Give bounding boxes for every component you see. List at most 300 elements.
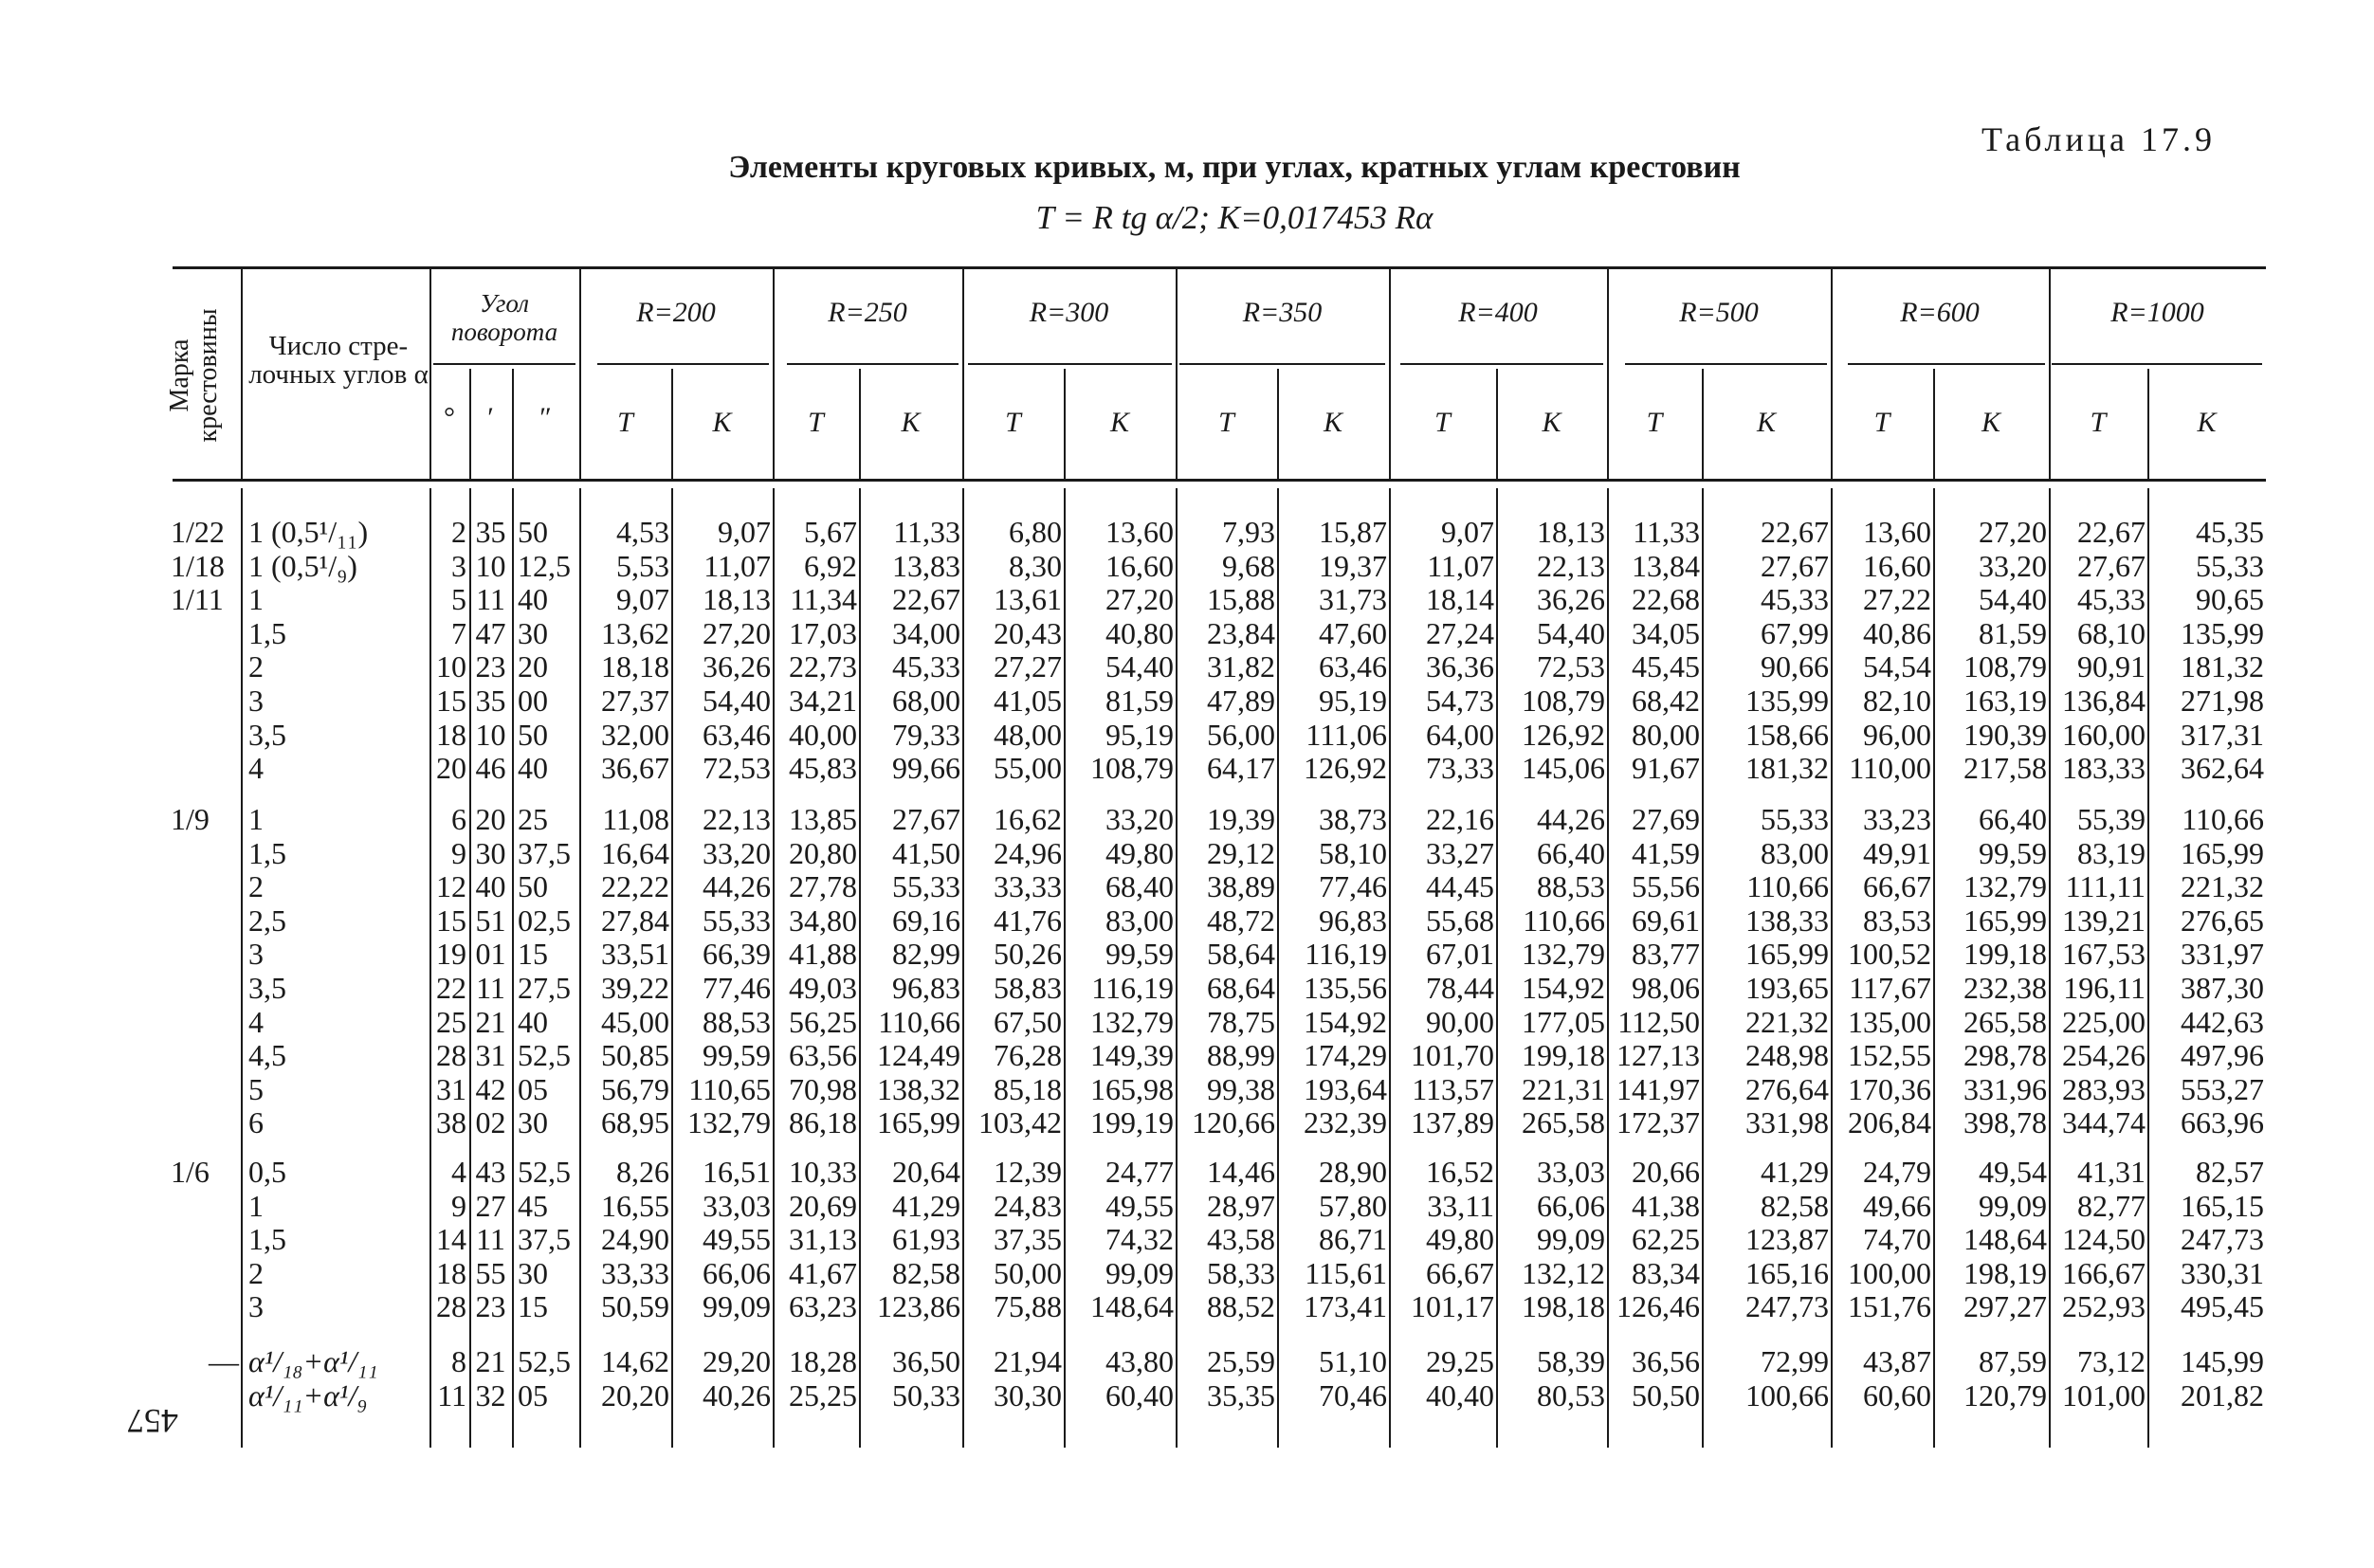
- t-value-cell: 27,37: [601, 684, 669, 718]
- k-value-cell: 68,00: [892, 684, 960, 718]
- k-value-cell: 27,20: [1105, 582, 1174, 617]
- t-value-cell: 83,53: [1863, 903, 1931, 938]
- k-value-cell: 298,78: [1963, 1038, 2047, 1073]
- t-value-cell: 100,00: [1848, 1255, 1931, 1290]
- k-value-cell: 22,13: [703, 802, 771, 836]
- k-value-cell: 181,32: [2181, 649, 2264, 684]
- k-value-cell: 331,97: [2181, 937, 2264, 972]
- t-value-cell: 49,91: [1863, 835, 1931, 870]
- t-value-cell: 152,55: [1848, 1038, 1931, 1073]
- angle-cell: 01: [475, 937, 506, 972]
- k-value-cell: 33,03: [1537, 1155, 1605, 1189]
- t-value-cell: 135,00: [1848, 1004, 1931, 1039]
- k-value-cell: 18,13: [703, 582, 771, 617]
- k-value-cell: 145,99: [2181, 1344, 2264, 1378]
- t-value-cell: 11,07: [1427, 548, 1494, 583]
- angle-cell: 46: [475, 751, 506, 786]
- t-value-cell: 110,00: [1849, 751, 1931, 786]
- angle-cell: 18: [436, 717, 466, 752]
- angle-cell: 52,5: [518, 1038, 571, 1073]
- k-value-cell: 74,32: [1105, 1222, 1174, 1257]
- t-value-cell: 36,36: [1426, 649, 1494, 684]
- t-value-cell: 83,77: [1632, 937, 1700, 972]
- t-value-cell: 50,85: [601, 1038, 669, 1073]
- angle-cell: 00: [518, 684, 548, 718]
- angle-cell: 28: [436, 1289, 466, 1324]
- t-value-cell: 25,59: [1207, 1344, 1275, 1378]
- angle-cell: 42: [475, 1071, 506, 1106]
- k-value-cell: 44,26: [1537, 802, 1605, 836]
- k-value-cell: 193,64: [1304, 1071, 1387, 1106]
- t-value-cell: 22,73: [789, 649, 857, 684]
- k-value-cell: 55,33: [2196, 548, 2264, 583]
- t-value-cell: 18,14: [1426, 582, 1494, 617]
- k-value-cell: 116,19: [1305, 937, 1387, 972]
- t-value-cell: 22,68: [1632, 582, 1700, 617]
- t-value-cell: 20,20: [601, 1377, 669, 1413]
- t-value-cell: 4,53: [616, 515, 669, 549]
- k-value-cell: 13,60: [1105, 515, 1174, 549]
- t-value-cell: 172,37: [1616, 1105, 1700, 1140]
- k-value-cell: 201,82: [2181, 1377, 2264, 1413]
- count-cell: 3: [248, 684, 264, 718]
- t-value-cell: 5,67: [804, 515, 857, 549]
- k-value-cell: 33,20: [703, 835, 771, 870]
- k-value-cell: 81,59: [1979, 615, 2047, 650]
- column-rule: [241, 266, 243, 479]
- t-value-cell: 73,33: [1426, 751, 1494, 786]
- k-value-cell: 16,51: [703, 1155, 771, 1189]
- angle-cell: 15: [436, 684, 466, 718]
- t-value-cell: 90,91: [2077, 649, 2146, 684]
- angle-cell: 21: [475, 1004, 506, 1039]
- t-value-cell: 58,83: [994, 971, 1062, 1005]
- minute-header: ′: [487, 402, 494, 433]
- count-cell: 3,5: [248, 717, 286, 752]
- t-value-cell: 225,00: [2062, 1004, 2146, 1039]
- t-value-cell: 27,78: [789, 869, 857, 904]
- radius-header: R=400: [1458, 297, 1538, 328]
- t-value-cell: 36,56: [1632, 1344, 1700, 1378]
- t-value-cell: 50,59: [601, 1289, 669, 1324]
- angle-cell: 55: [475, 1255, 506, 1290]
- t-value-cell: 252,93: [2062, 1289, 2146, 1324]
- k-value-cell: 110,66: [2182, 802, 2264, 836]
- t-value-cell: 58,64: [1207, 937, 1275, 972]
- k-value-cell: 33,20: [1979, 548, 2047, 583]
- t-value-cell: 73,12: [2077, 1344, 2146, 1378]
- k-value-cell: 165,99: [2181, 835, 2264, 870]
- count-cell: 3: [248, 937, 264, 972]
- t-value-cell: 68,42: [1632, 684, 1700, 718]
- k-value-cell: 87,59: [1979, 1344, 2047, 1378]
- header-bottom-rule: [173, 479, 2266, 482]
- k-value-cell: 100,66: [1745, 1377, 1829, 1413]
- count-cell: 2: [248, 1255, 264, 1290]
- t-value-cell: 91,67: [1632, 751, 1700, 786]
- angle-cell: 40: [475, 869, 506, 904]
- angle-cell: 14: [436, 1222, 466, 1257]
- t-value-cell: 82,77: [2077, 1188, 2146, 1223]
- k-value-cell: 198,19: [1963, 1255, 2047, 1290]
- k-value-cell: 165,98: [1090, 1071, 1174, 1106]
- k-header: K: [1323, 407, 1342, 438]
- t-value-cell: 33,23: [1863, 802, 1931, 836]
- t-value-cell: 139,21: [2062, 903, 2146, 938]
- t-value-cell: 67,50: [994, 1004, 1062, 1039]
- t-value-cell: 41,31: [2077, 1155, 2146, 1189]
- t-value-cell: 68,64: [1207, 971, 1275, 1005]
- k-header: K: [901, 407, 921, 438]
- k-value-cell: 88,53: [703, 1004, 771, 1039]
- t-value-cell: 6,80: [1009, 515, 1062, 549]
- k-value-cell: 138,32: [877, 1071, 960, 1106]
- k-value-cell: 27,20: [1979, 515, 2047, 549]
- radius-header: R=250: [828, 297, 907, 328]
- t-value-cell: 27,24: [1426, 615, 1494, 650]
- k-value-cell: 41,29: [1761, 1155, 1829, 1189]
- k-value-cell: 40,80: [1105, 615, 1174, 650]
- k-value-cell: 18,13: [1537, 515, 1605, 549]
- k-value-cell: 199,18: [1963, 937, 2047, 972]
- k-value-cell: 16,60: [1105, 548, 1174, 583]
- k-value-cell: 47,60: [1319, 615, 1387, 650]
- t-value-cell: 5,53: [616, 548, 669, 583]
- t-value-cell: 27,69: [1632, 802, 1700, 836]
- t-value-cell: 117,67: [1849, 971, 1931, 1005]
- k-value-cell: 11,07: [703, 548, 771, 583]
- count-cell: 2: [248, 869, 264, 904]
- t-value-cell: 16,55: [601, 1188, 669, 1223]
- k-value-cell: 190,39: [1963, 717, 2047, 752]
- t-value-cell: 136,84: [2062, 684, 2146, 718]
- subheader-rule: [1400, 363, 1603, 365]
- k-value-cell: 82,58: [1761, 1188, 1829, 1223]
- k-value-cell: 135,99: [1745, 684, 1829, 718]
- angle-cell: 31: [475, 1038, 506, 1073]
- k-value-cell: 27,20: [703, 615, 771, 650]
- angle-cell: 30: [475, 835, 506, 870]
- t-value-cell: 111,11: [2065, 869, 2146, 904]
- angle-cell: 20: [436, 751, 466, 786]
- angle-cell: 43: [475, 1155, 506, 1189]
- k-value-cell: 148,64: [1963, 1222, 2047, 1257]
- angle-cell: 11: [476, 971, 505, 1005]
- k-value-cell: 124,49: [877, 1038, 960, 1073]
- t-value-cell: 82,10: [1863, 684, 1931, 718]
- t-value-cell: 20,80: [789, 835, 857, 870]
- k-value-cell: 72,53: [1537, 649, 1605, 684]
- angle-cell: 8: [451, 1344, 466, 1378]
- k-value-cell: 271,98: [2181, 684, 2264, 718]
- k-value-cell: 80,53: [1537, 1377, 1605, 1413]
- t-value-cell: 13,60: [1863, 515, 1931, 549]
- t-value-cell: 58,33: [1207, 1255, 1275, 1290]
- t-value-cell: 8,30: [1009, 548, 1062, 583]
- t-value-cell: 24,90: [601, 1222, 669, 1257]
- subheader-rule: [433, 363, 575, 365]
- angle-cell: 11: [437, 1377, 466, 1413]
- page-number: 457: [127, 1402, 178, 1440]
- k-value-cell: 81,59: [1105, 684, 1174, 718]
- t-value-cell: 78,75: [1207, 1004, 1275, 1039]
- k-value-cell: 68,40: [1105, 869, 1174, 904]
- t-value-cell: 120,66: [1192, 1105, 1275, 1140]
- count-cell: α¹/₁₈+α¹/₁₁: [248, 1344, 378, 1378]
- t-value-cell: 13,61: [994, 582, 1062, 617]
- k-value-cell: 232,39: [1304, 1105, 1387, 1140]
- angle-cell: 52,5: [518, 1344, 571, 1378]
- t-value-cell: 16,60: [1863, 548, 1931, 583]
- t-value-cell: 39,22: [601, 971, 669, 1005]
- t-value-cell: 27,27: [994, 649, 1062, 684]
- t-value-cell: 103,42: [978, 1105, 1062, 1140]
- angle-cell: 35: [475, 515, 506, 549]
- t-header: T: [1873, 407, 1890, 438]
- count-cell: 4,5: [248, 1038, 286, 1073]
- k-value-cell: 55,33: [1761, 802, 1829, 836]
- t-value-cell: 29,25: [1426, 1344, 1494, 1378]
- k-header: K: [2197, 407, 2217, 438]
- angle-cell: 28: [436, 1038, 466, 1073]
- t-value-cell: 63,23: [789, 1289, 857, 1324]
- k-value-cell: 132,79: [1090, 1004, 1174, 1039]
- k-value-cell: 83,00: [1761, 835, 1829, 870]
- count-cell: 1,5: [248, 615, 286, 650]
- count-cell: 1 (0,5¹/₉): [248, 548, 357, 583]
- t-value-cell: 44,45: [1426, 869, 1494, 904]
- t-value-cell: 49,80: [1426, 1222, 1494, 1257]
- t-value-cell: 45,83: [789, 751, 857, 786]
- k-value-cell: 165,99: [877, 1105, 960, 1140]
- t-value-cell: 33,33: [601, 1255, 669, 1290]
- angle-cell: 6: [451, 802, 466, 836]
- k-value-cell: 45,33: [892, 649, 960, 684]
- t-value-cell: 36,67: [601, 751, 669, 786]
- t-value-cell: 7,93: [1222, 515, 1275, 549]
- t-value-cell: 60,60: [1863, 1377, 1931, 1413]
- k-value-cell: 13,83: [892, 548, 960, 583]
- k-value-cell: 126,92: [1522, 717, 1605, 752]
- k-value-cell: 247,73: [1745, 1289, 1829, 1324]
- radius-header: R=350: [1242, 297, 1323, 328]
- k-value-cell: 221,31: [1522, 1071, 1605, 1106]
- angle-cell: 5: [451, 582, 466, 617]
- t-value-cell: 11,08: [602, 802, 669, 836]
- t-value-cell: 11,34: [790, 582, 857, 617]
- t-value-cell: 101,00: [2062, 1377, 2146, 1413]
- t-value-cell: 40,86: [1863, 615, 1931, 650]
- angle-cell: 21: [475, 1344, 506, 1378]
- angle-cell: 9: [451, 1188, 466, 1223]
- k-value-cell: 297,27: [1963, 1289, 2047, 1324]
- angle-cell: 40: [518, 1004, 548, 1039]
- t-value-cell: 78,44: [1426, 971, 1494, 1005]
- t-value-cell: 124,50: [2062, 1222, 2146, 1257]
- t-value-cell: 83,34: [1632, 1255, 1700, 1290]
- k-value-cell: 221,32: [1745, 1004, 1829, 1039]
- k-value-cell: 265,58: [1963, 1004, 2047, 1039]
- column-rule: [241, 488, 243, 1448]
- t-value-cell: 88,99: [1207, 1038, 1275, 1073]
- t-value-cell: 56,79: [601, 1071, 669, 1106]
- k-value-cell: 34,00: [892, 615, 960, 650]
- k-value-cell: 330,31: [2181, 1255, 2264, 1290]
- angle-cell: 23: [475, 1289, 506, 1324]
- k-value-cell: 123,87: [1745, 1222, 1829, 1257]
- angle-cell: 18: [436, 1255, 466, 1290]
- k-value-cell: 165,15: [2181, 1188, 2264, 1223]
- t-value-cell: 54,73: [1426, 684, 1494, 718]
- t-value-cell: 344,74: [2062, 1105, 2146, 1140]
- t-value-cell: 22,22: [601, 869, 669, 904]
- t-header: T: [2090, 407, 2107, 438]
- t-value-cell: 55,68: [1426, 903, 1494, 938]
- angle-cell: 9: [451, 835, 466, 870]
- t-value-cell: 47,89: [1207, 684, 1275, 718]
- k-value-cell: 96,83: [892, 971, 960, 1005]
- t-value-cell: 22,67: [2077, 515, 2146, 549]
- angle-cell: 05: [518, 1071, 548, 1106]
- k-value-cell: 111,06: [1306, 717, 1387, 752]
- t-value-cell: 48,00: [994, 717, 1062, 752]
- k-value-cell: 497,96: [2181, 1038, 2264, 1073]
- angle-cell: 52,5: [518, 1155, 571, 1189]
- k-value-cell: 116,19: [1091, 971, 1174, 1005]
- t-value-cell: 43,58: [1207, 1222, 1275, 1257]
- k-value-cell: 54,40: [1105, 649, 1174, 684]
- count-cell: 0,5: [248, 1155, 286, 1189]
- k-value-cell: 95,19: [1319, 684, 1387, 718]
- count-cell: 4: [248, 1004, 264, 1039]
- angle-cell: 31: [436, 1071, 466, 1106]
- t-value-cell: 16,62: [994, 802, 1062, 836]
- t-value-cell: 101,17: [1411, 1289, 1494, 1324]
- k-value-cell: 43,80: [1105, 1344, 1174, 1378]
- k-value-cell: 221,32: [2181, 869, 2264, 904]
- t-value-cell: 22,16: [1426, 802, 1494, 836]
- subheader-rule: [787, 363, 959, 365]
- k-value-cell: 158,66: [1745, 717, 1829, 752]
- k-value-cell: 49,55: [1105, 1188, 1174, 1223]
- k-value-cell: 123,86: [877, 1289, 960, 1324]
- t-value-cell: 18,18: [601, 649, 669, 684]
- t-value-cell: 25,25: [789, 1377, 857, 1413]
- t-value-cell: 170,36: [1848, 1071, 1931, 1106]
- k-value-cell: 99,09: [1105, 1255, 1174, 1290]
- angle-cell: 30: [518, 1105, 548, 1140]
- k-value-cell: 31,73: [1319, 582, 1387, 617]
- t-value-cell: 101,70: [1411, 1038, 1494, 1073]
- k-value-cell: 99,09: [703, 1289, 771, 1324]
- angle-cell: 40: [518, 751, 548, 786]
- k-value-cell: 58,10: [1319, 835, 1387, 870]
- angle-cell: 19: [436, 937, 466, 972]
- k-value-cell: 149,39: [1090, 1038, 1174, 1073]
- k-value-cell: 86,71: [1319, 1222, 1387, 1257]
- t-value-cell: 66,67: [1863, 869, 1931, 904]
- t-value-cell: 16,52: [1426, 1155, 1494, 1189]
- k-value-cell: 165,99: [1963, 903, 2047, 938]
- k-value-cell: 66,40: [1537, 835, 1605, 870]
- t-value-cell: 12,39: [994, 1155, 1062, 1189]
- t-value-cell: 40,40: [1426, 1377, 1494, 1413]
- k-value-cell: 495,45: [2181, 1289, 2264, 1324]
- k-value-cell: 163,19: [1963, 684, 2047, 718]
- k-value-cell: 90,65: [2196, 582, 2264, 617]
- mark-label: 1/6: [171, 1155, 210, 1189]
- t-value-cell: 17,03: [789, 615, 857, 650]
- t-value-cell: 33,33: [994, 869, 1062, 904]
- k-value-cell: 22,67: [1761, 515, 1829, 549]
- k-value-cell: 49,80: [1105, 835, 1174, 870]
- t-value-cell: 112,50: [1617, 1004, 1700, 1039]
- t-value-cell: 196,11: [2063, 971, 2146, 1005]
- angle-cell: 20: [518, 649, 548, 684]
- k-value-cell: 58,39: [1537, 1344, 1605, 1378]
- formula: T = R tg α/2; K=0,017453 Rα: [1035, 199, 1434, 236]
- k-header: K: [1981, 407, 2000, 438]
- t-value-cell: 13,62: [601, 615, 669, 650]
- k-value-cell: 193,65: [1745, 971, 1829, 1005]
- angle-cell: 37,5: [518, 835, 571, 870]
- k-value-cell: 38,73: [1319, 802, 1387, 836]
- t-value-cell: 15,88: [1207, 582, 1275, 617]
- angle-cell: 38: [436, 1105, 466, 1140]
- mark-label: 1/18: [171, 548, 225, 583]
- t-value-cell: 66,67: [1426, 1255, 1494, 1290]
- mark-label: 1/11: [171, 582, 224, 617]
- t-value-cell: 6,92: [804, 548, 857, 583]
- angle-cell: 12: [436, 869, 466, 904]
- t-value-cell: 48,72: [1207, 903, 1275, 938]
- k-value-cell: 54,40: [1979, 582, 2047, 617]
- t-value-cell: 68,95: [601, 1105, 669, 1140]
- t-value-cell: 24,96: [994, 835, 1062, 870]
- k-value-cell: 45,35: [2196, 515, 2264, 549]
- subheader-rule: [968, 363, 1172, 365]
- t-header: T: [1434, 407, 1451, 438]
- t-value-cell: 70,98: [789, 1071, 857, 1106]
- angle-cell: 05: [518, 1377, 548, 1413]
- k-value-cell: 36,50: [892, 1344, 960, 1378]
- t-header: T: [1646, 407, 1663, 438]
- t-value-cell: 43,87: [1863, 1344, 1931, 1378]
- mark-column-header: Марка крестовины: [165, 308, 223, 443]
- t-value-cell: 83,19: [2077, 835, 2146, 870]
- t-value-cell: 19,39: [1207, 802, 1275, 836]
- table-top-rule: [173, 266, 2266, 269]
- t-value-cell: 29,12: [1207, 835, 1275, 870]
- count-cell: α¹/₁₁+α¹/₉: [248, 1377, 368, 1413]
- radius-header: R=500: [1679, 297, 1759, 328]
- t-value-cell: 41,88: [789, 937, 857, 972]
- t-value-cell: 41,59: [1632, 835, 1700, 870]
- k-value-cell: 135,99: [2181, 615, 2264, 650]
- t-value-cell: 254,26: [2062, 1038, 2146, 1073]
- count-cell: 1: [248, 802, 264, 836]
- k-value-cell: 40,26: [703, 1377, 771, 1413]
- t-value-cell: 21,94: [994, 1344, 1062, 1378]
- t-value-cell: 50,50: [1632, 1377, 1700, 1413]
- count-column-header: Число стре- лочных углов α: [248, 331, 429, 390]
- t-value-cell: 141,97: [1616, 1071, 1700, 1106]
- t-value-cell: 56,00: [1207, 717, 1275, 752]
- k-value-cell: 248,98: [1745, 1038, 1829, 1073]
- k-value-cell: 49,55: [703, 1222, 771, 1257]
- k-value-cell: 54,40: [703, 684, 771, 718]
- k-value-cell: 19,37: [1319, 548, 1387, 583]
